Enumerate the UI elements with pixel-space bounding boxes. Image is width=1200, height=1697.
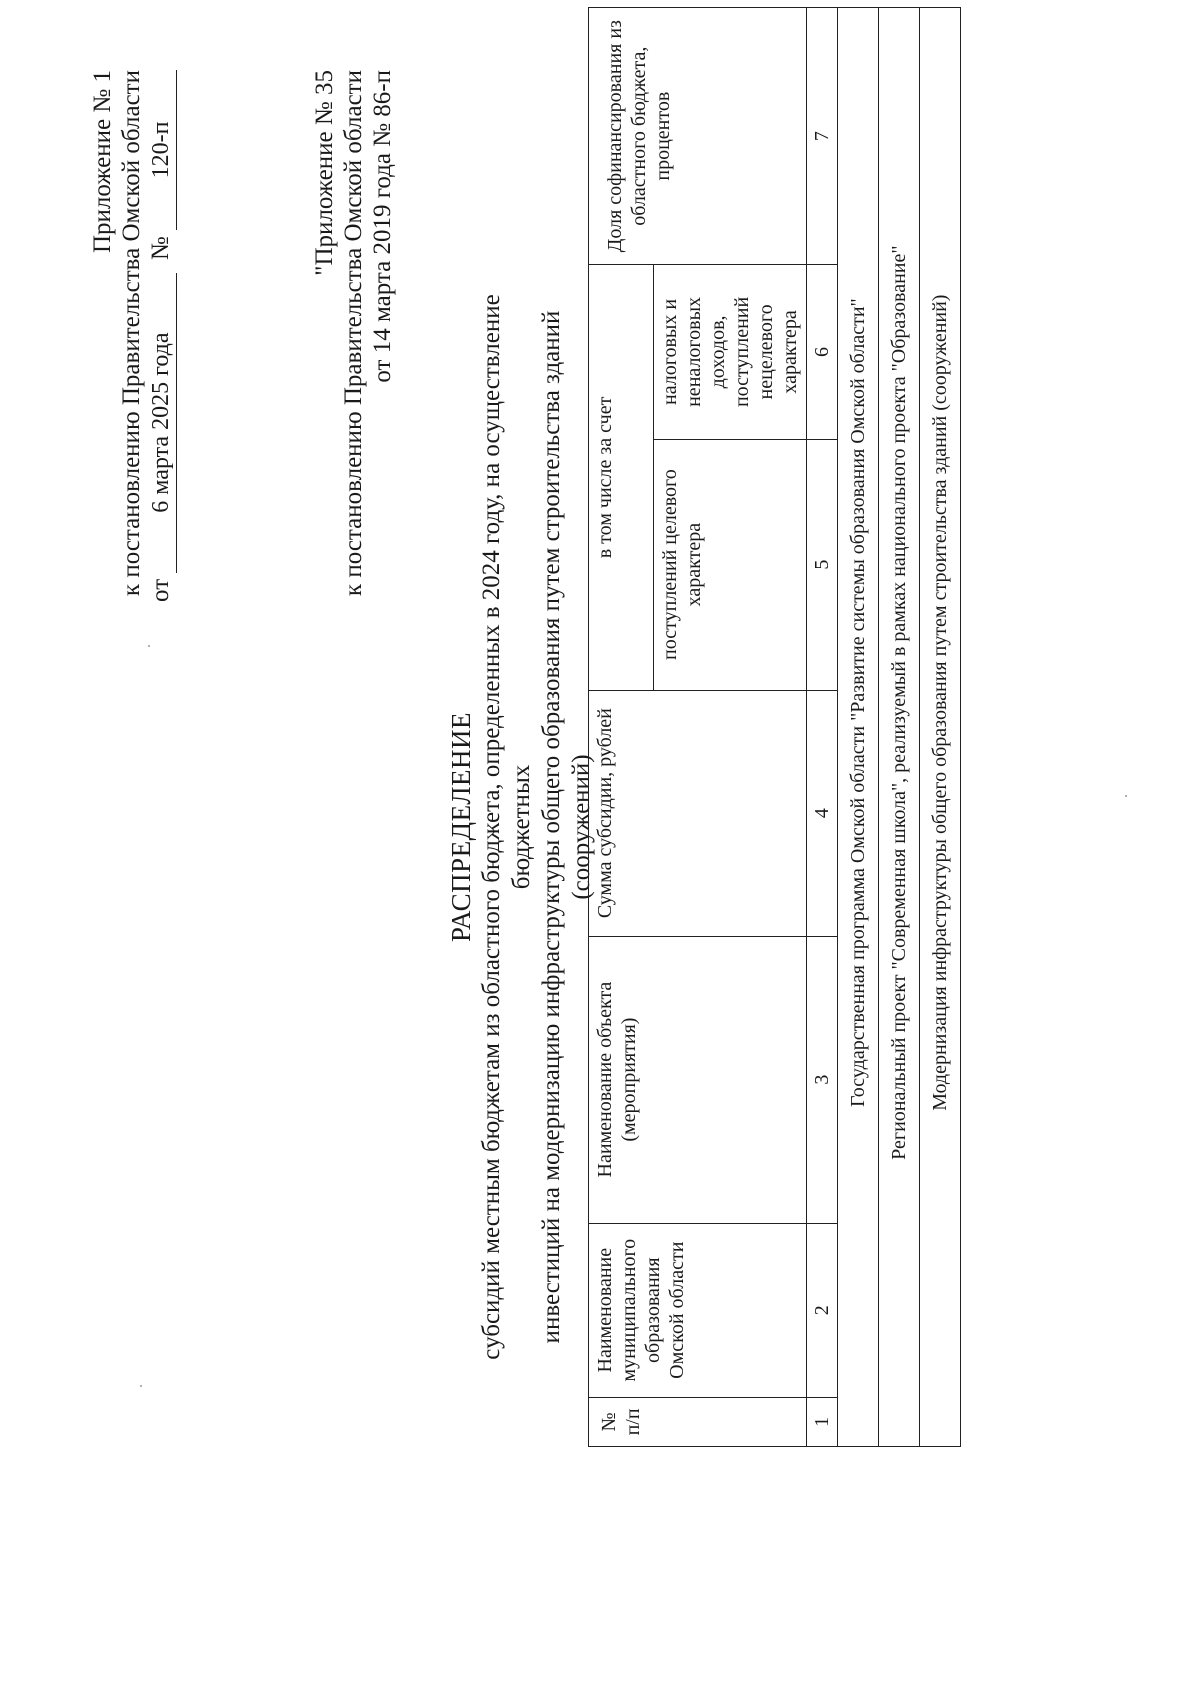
column-number-row [807,8,838,1447]
header-row-1 [589,8,654,1447]
header-object: Наименование объекта (мероприятия) [589,936,807,1223]
section-lead-cell [920,1397,961,1446]
column-number: 6 [807,265,838,439]
header-share: Доля софинансирования из областного бюджета, процентов [589,8,807,265]
amended-title: "Приложение № 35 [311,70,338,276]
number-prefix: № [147,236,174,261]
column-number: 3 [807,936,838,1223]
section-lead-cell [838,1397,879,1446]
document-title-block [445,257,597,1397]
number-field: 120-п [147,70,177,230]
subtitle-line-2: инвестиций на модернизацию инфраструктуры общего образования путем строительства зданий (сооружений) [538,310,595,1344]
date-field: 6 марта 2025 года [147,273,177,573]
approval-date-row [146,70,177,770]
section-row [920,8,961,1447]
approval-resolution: к постановлению Правительства Омской области [118,70,145,597]
column-number: 5 [807,439,838,690]
section-row [879,8,920,1447]
scan-speck [140,1385,142,1387]
section-regional-project: Региональный проект "Современная школа", реализуемый в рамках национального проекта "Образование" [879,8,920,1398]
section-modernization: Модернизация инфраструктуры общего образования путем строительства зданий (сооружений) [920,8,961,1398]
column-number: 7 [807,8,838,265]
date-prefix: от [147,578,174,602]
scan-speck [148,645,150,647]
approval-title: Приложение № 1 [89,70,116,254]
scan-speck [1125,795,1127,797]
header-nontargeted: налоговых и неналоговых доходов, поступлений нецелевого характера [654,265,807,439]
approval-header [88,70,177,770]
section-lead-cell [879,1397,920,1446]
column-number: 1 [807,1397,838,1446]
section-row [838,8,879,1447]
column-number: 2 [807,1223,838,1397]
section-program: Государственная программа Омской области "Развитие системы образования Омской области" [838,8,879,1398]
header-targeted: поступлений целевого характера [654,439,807,690]
header-num: № п/п [589,1397,807,1446]
header-sum: Сумма субсидии, рублей [589,690,807,936]
subtitle-line-1: субсидий местным бюджетам из областного бюджета, определенных в 2024 году, на осуществление бюджетных [478,294,535,1360]
document-subtitle [477,257,597,1397]
amended-resolution: к постановлению Правительства Омской области [340,70,367,597]
header-municipality: Наименование муниципального образования Омской области [589,1223,807,1397]
amended-date: от 14 марта 2019 года № 86-п [369,70,396,383]
column-number: 4 [807,690,838,936]
header-including: в том числе за счет [589,265,654,690]
amended-appendix-header [310,70,397,770]
distribution-table [588,7,961,1447]
document-title: РАСПРЕДЕЛЕНИЕ [446,711,476,943]
